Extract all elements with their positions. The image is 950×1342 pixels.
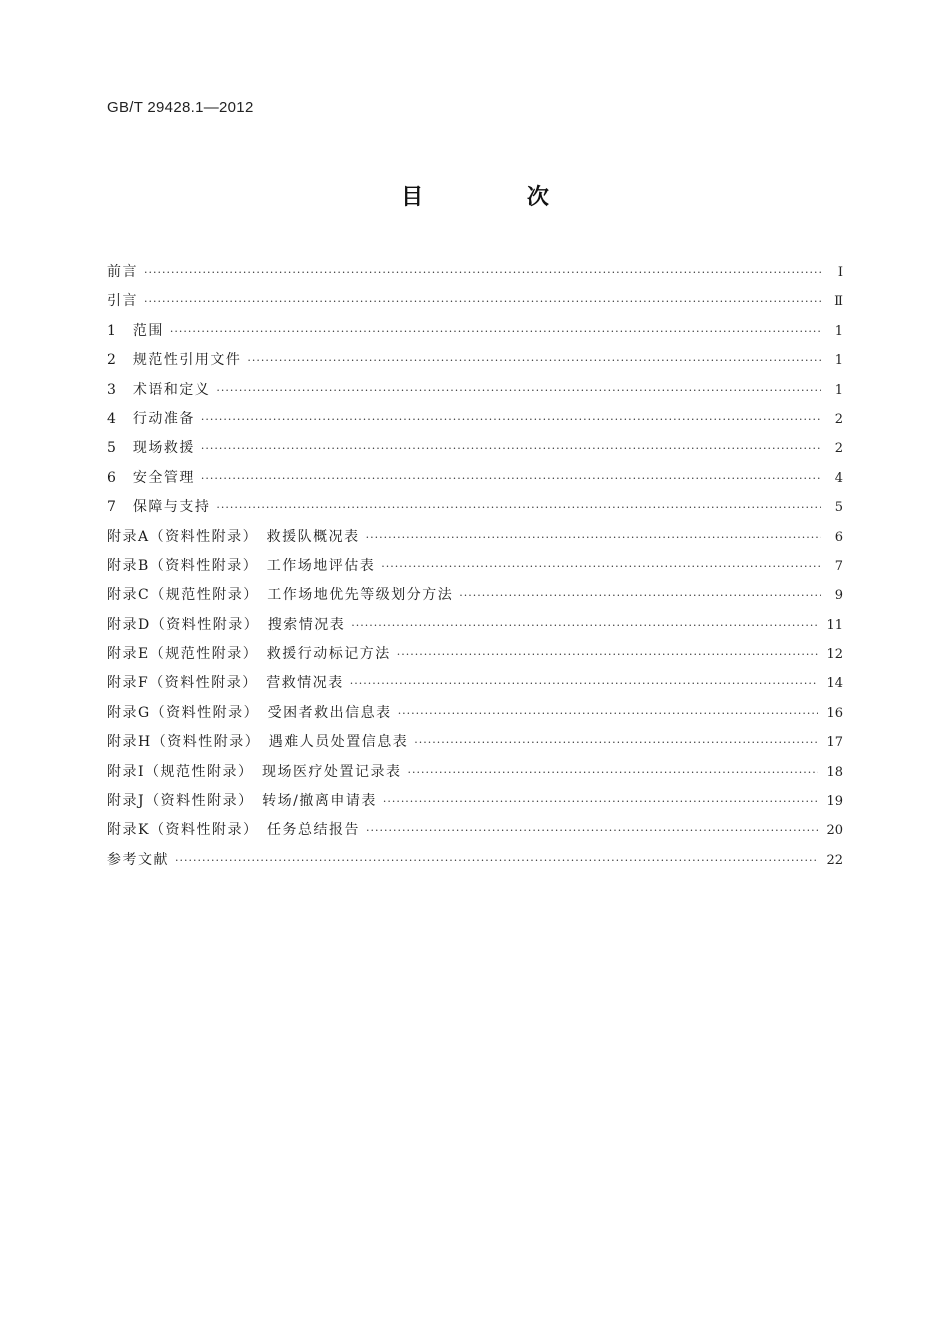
- toc-entry-label: 前言: [107, 264, 138, 280]
- toc-entry-label: 附录C（规范性附录） 工作场地优先等级划分方法: [107, 587, 454, 604]
- toc-entry-label: 6 安全管理: [107, 469, 195, 486]
- document-code: GB/T 29428.1—2012: [107, 99, 254, 116]
- toc-leader-dots: [201, 405, 821, 434]
- toc-entry-label: 附录F（资料性附录） 营救情况表: [107, 675, 344, 692]
- toc-entry[interactable]: [107, 640, 843, 669]
- toc-leader-dots: [459, 581, 821, 610]
- toc-entry-page: 2: [834, 411, 843, 427]
- toc-entry-page: 17: [826, 735, 843, 751]
- toc-entry[interactable]: [107, 728, 843, 757]
- toc-leader-dots: [366, 523, 821, 552]
- toc-leader-dots: [408, 758, 819, 787]
- toc-leader-dots: [175, 846, 818, 875]
- toc-entry-label: 5 现场救援: [107, 440, 195, 457]
- toc-entry-label: 附录G（资料性附录） 受困者救出信息表: [107, 704, 392, 721]
- toc-entry-label: 附录I（规范性附录） 现场医疗处置记录表: [107, 763, 402, 780]
- toc-leader-dots: [144, 287, 821, 316]
- toc-leader-dots: [350, 669, 819, 698]
- toc-entry[interactable]: [107, 758, 843, 787]
- toc-leader-dots: [201, 464, 821, 493]
- toc-leader-dots: [397, 640, 819, 669]
- toc-entry[interactable]: [107, 346, 843, 375]
- toc-leader-dots: [383, 787, 819, 816]
- toc-entry-page: 1: [834, 353, 843, 369]
- toc-entry[interactable]: [107, 376, 843, 405]
- toc-entry-label: 引言: [107, 293, 138, 310]
- toc-entry-label: 1 范围: [107, 322, 164, 339]
- toc-entry[interactable]: [107, 787, 843, 816]
- toc-entry-page: 16: [826, 705, 843, 721]
- toc-leader-dots: [216, 493, 821, 522]
- toc-entry[interactable]: [107, 317, 843, 346]
- toc-entry-label: 7 保障与支持: [107, 499, 211, 516]
- toc-entry-label: 3 术语和定义: [107, 381, 211, 398]
- toc-entry-page: 12: [826, 647, 843, 663]
- toc-entry-label: 附录H（资料性附录） 遇难人员处置信息表: [107, 734, 409, 751]
- toc-entry-page: 20: [826, 823, 843, 839]
- toc-entry[interactable]: [107, 669, 843, 698]
- toc-leader-dots: [351, 611, 818, 640]
- toc-entry[interactable]: [107, 464, 843, 493]
- toc-entry[interactable]: [107, 846, 843, 875]
- toc-entry-label: 附录E（规范性附录） 救援行动标记方法: [107, 646, 391, 663]
- toc-leader-dots: [398, 699, 819, 728]
- toc-entry[interactable]: [107, 258, 843, 287]
- toc-entry[interactable]: [107, 523, 843, 552]
- toc-entry[interactable]: [107, 405, 843, 434]
- toc-entry-page: 19: [826, 794, 843, 810]
- toc-entry-label: 4 行动准备: [107, 410, 195, 427]
- toc-entry-label: 附录A（资料性附录） 救援队概况表: [107, 528, 360, 545]
- toc-leader-dots: [381, 552, 821, 581]
- toc-entry-page: Ⅱ: [834, 294, 843, 310]
- toc-entry-label: 附录J（资料性附录） 转场/撤离申请表: [107, 793, 377, 810]
- toc-entry-page: 18: [826, 764, 843, 780]
- table-of-contents: [107, 258, 843, 875]
- toc-entry-page: 9: [834, 588, 843, 604]
- toc-entry-page: 1: [834, 382, 843, 398]
- toc-entry-page: 7: [834, 558, 843, 574]
- toc-entry[interactable]: [107, 287, 843, 316]
- toc-entry[interactable]: [107, 699, 843, 728]
- toc-entry-page: 22: [826, 852, 843, 868]
- toc-leader-dots: [144, 258, 821, 287]
- toc-entry[interactable]: [107, 816, 843, 845]
- toc-entry-label: 参考文献: [107, 851, 169, 868]
- toc-entry-page: 5: [834, 500, 843, 516]
- toc-entry[interactable]: [107, 552, 843, 581]
- toc-entry-page: 2: [834, 441, 843, 457]
- toc-entry[interactable]: [107, 434, 843, 463]
- toc-entry-label: 附录K（资料性附录） 任务总结报告: [107, 822, 360, 839]
- toc-entry-page: 14: [826, 676, 843, 692]
- toc-entry[interactable]: [107, 493, 843, 522]
- toc-entry-label: 附录B（资料性附录） 工作场地评估表: [107, 557, 376, 574]
- toc-leader-dots: [366, 816, 818, 845]
- toc-leader-dots: [414, 728, 818, 757]
- toc-leader-dots: [247, 346, 821, 375]
- toc-leader-dots: [170, 317, 821, 346]
- toc-entry-page: Ⅰ: [837, 265, 843, 280]
- toc-leader-dots: [201, 434, 821, 463]
- toc-entry-page: 1: [834, 323, 843, 339]
- toc-entry-label: 2 规范性引用文件: [107, 352, 242, 369]
- toc-entry[interactable]: [107, 611, 843, 640]
- toc-entry-label: 附录D（资料性附录） 搜索情况表: [107, 616, 346, 633]
- toc-leader-dots: [216, 376, 821, 405]
- toc-entry-page: 11: [826, 617, 843, 633]
- toc-entry[interactable]: [107, 581, 843, 610]
- toc-entry-page: 6: [834, 529, 843, 545]
- toc-entry-page: 4: [834, 470, 843, 486]
- toc-title: 目 次: [401, 185, 597, 210]
